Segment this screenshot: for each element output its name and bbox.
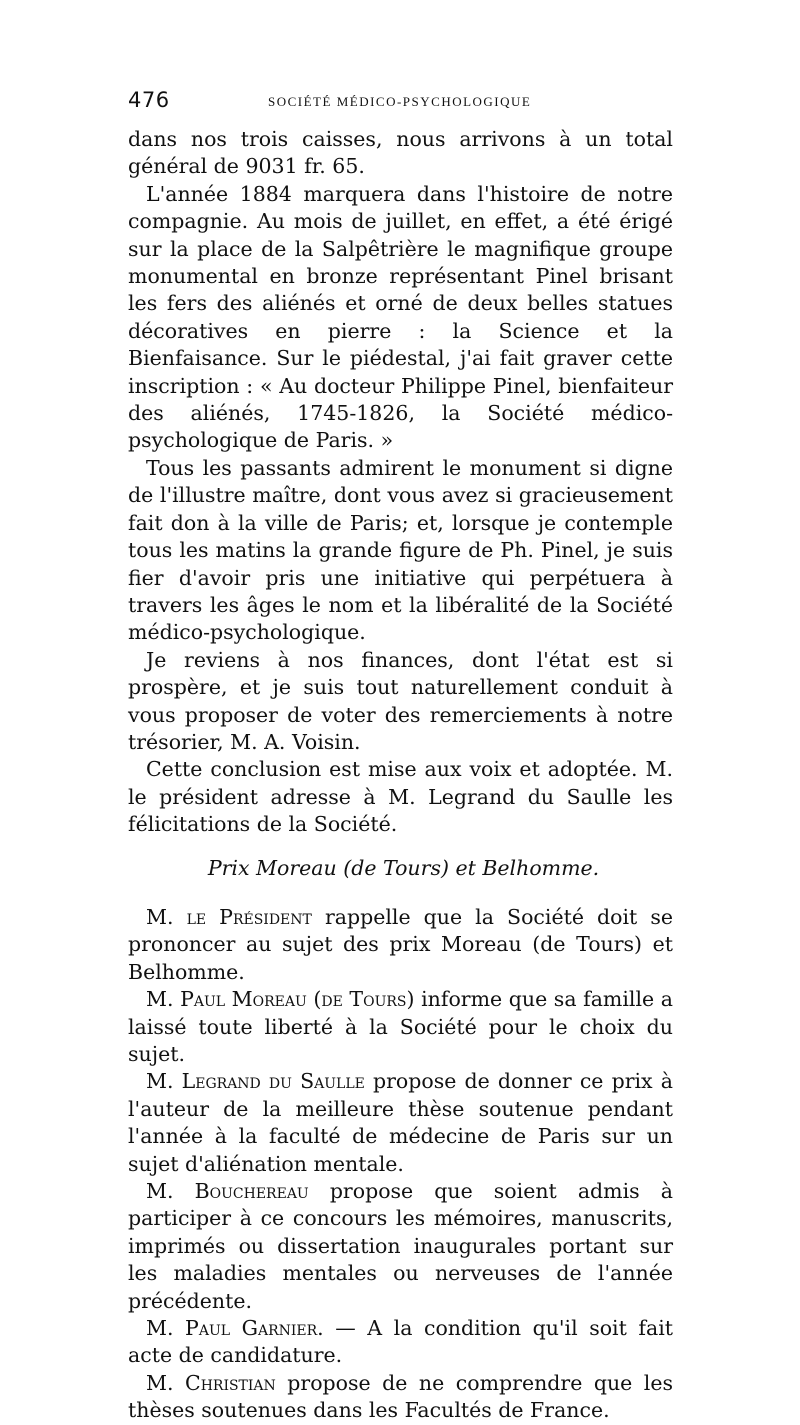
paragraph <box>128 1370 673 1425</box>
section-title: Prix Moreau (de Tours) et Belhomme. <box>207 855 600 880</box>
page-header <box>128 88 673 118</box>
paragraph <box>128 1068 673 1178</box>
paragraph: Tous les passants admirent le monument si digne de l'illustre maître, dont vous avez si gracieusement fait don à la ville de Paris; et, lorsque je contemple tous les matins la grande figure de Ph. Pinel, je suis fier d'avoir pris une initiative qui perpétuera à travers les âges le nom et la libéralité de la Société médico-psychologique. <box>128 455 673 645</box>
paragraph <box>128 1178 673 1315</box>
speaker-text: informe que sa famille a laissé toute liberté à la Société pour le choix du sujet. <box>128 987 673 1066</box>
paragraph <box>128 904 673 986</box>
paragraph <box>128 1315 673 1370</box>
paragraph: Cette conclusion est mise aux voix et adoptée. M. le président adresse à M. Legrand du Saulle les félicitations de la Société. <box>128 757 673 837</box>
speaker-text: — A la condition qu'il soit fait acte de candidature. <box>128 1316 673 1368</box>
running-head: SOCIÉTÉ MÉDICO-PSYCHOLOGIQUE <box>268 94 532 109</box>
speaker-text: propose que soient admis à participer à ce concours les mémoires, manuscrits, imprimés ou dissertation inaugurales portant sur les maladies mentales ou nerveuses de l'année précédente. <box>128 1179 673 1313</box>
paragraph: dans nos trois caisses, nous arrivons à un total général de 9031 fr. 65. <box>128 127 673 179</box>
page <box>128 88 673 1425</box>
page-number: 476 <box>128 88 170 112</box>
speaker-text: propose de ne comprendre que les thèses soutenues dans les Facultés de France. <box>128 1370 673 1423</box>
speaker-name: M. Christian <box>146 1370 276 1395</box>
paragraph: Je reviens à nos finances, dont l'état est si prospère, et je suis tout naturellement conduit à vous proposer de voter des remerciements à notre trésorier, M. A. Voisin. <box>128 647 673 754</box>
speaker-name: M. Legrand du Saulle <box>146 1069 365 1094</box>
page-body <box>128 126 673 1425</box>
speaker-text: propose de donner ce prix à l'auteur de la meilleure thèse soutenue pendant l'année à la faculté de médecine de Paris sur un sujet d'aliénation mentale. <box>128 1069 673 1176</box>
speaker-text: rappelle que la Société doit se prononcer au sujet des prix Moreau (de Tours) et Belhomme. <box>128 904 673 984</box>
paragraph <box>128 986 673 1068</box>
speaker-name: M. le Président <box>146 904 312 929</box>
paragraph: L'année 1884 marquera dans l'histoire de notre compagnie. Au mois de juillet, en effet, a été érigé sur la place de la Salpêtrière le magnifique groupe monumental en bronze représentant Pinel brisant les fers des aliénés et orné de deux belles statues décoratives en pierre : la Science et la Bienfaisance. Sur le piédestal, j'ai fait graver cette inscription : « Au docteur Philippe Pinel, bienfaiteur des aliénés, 1745-1826, la Société médico-psychologique de Paris. » <box>128 181 673 453</box>
speaker-name: M. Paul Moreau (de Tours) <box>146 987 415 1012</box>
speaker-name: M. Paul Garnier. <box>146 1316 324 1341</box>
speaker-name: M. Bouchereau <box>146 1179 309 1204</box>
